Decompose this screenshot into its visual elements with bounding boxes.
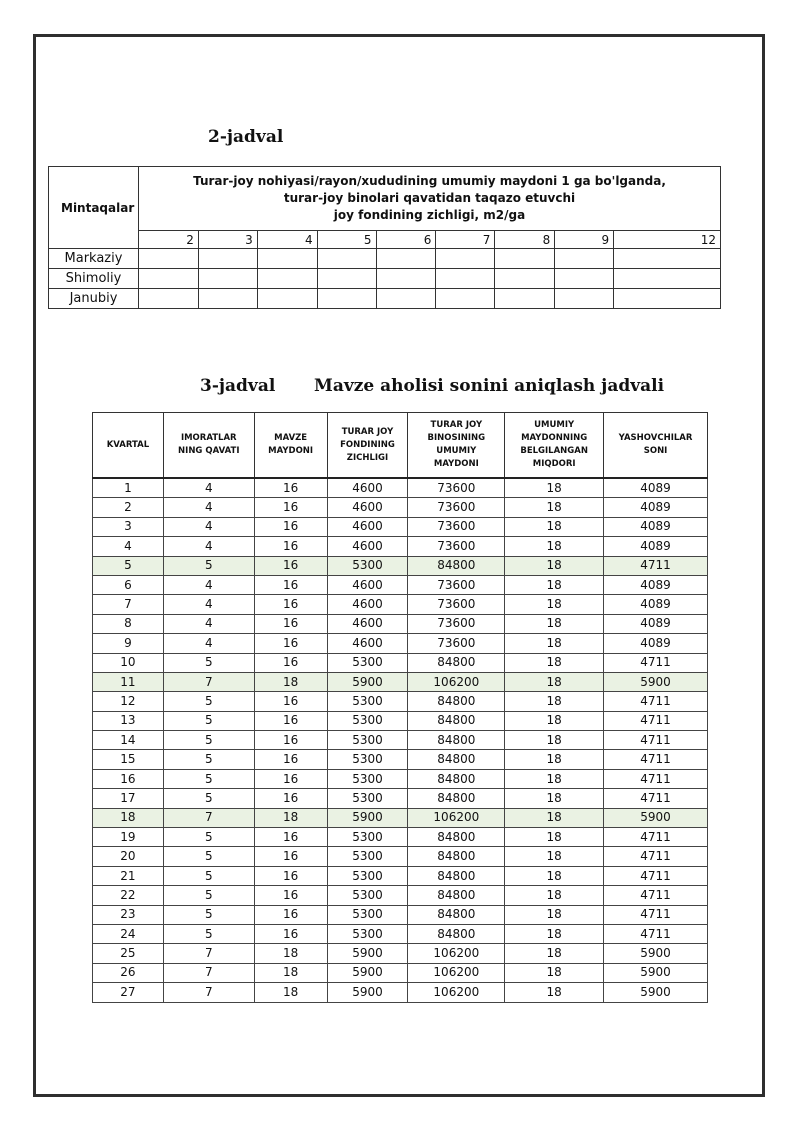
table2-main-header [138, 167, 720, 231]
table3-cell: 5 [163, 866, 254, 885]
table2-empty-cell [317, 269, 376, 289]
table3-cell: 8 [93, 614, 164, 633]
table3-header-line: YASHOVCHILAR [618, 433, 693, 443]
table3-cell: 7 [163, 944, 254, 963]
table2-empty-cell [376, 289, 436, 309]
table3-cell: 25 [93, 944, 164, 963]
table2-empty-cell [495, 249, 555, 269]
table3-row [93, 828, 708, 847]
table3-cell: 4711 [604, 692, 708, 711]
table3-cell: 84800 [408, 886, 505, 905]
table3-cell: 84800 [408, 711, 505, 730]
table2-empty-cell [436, 269, 495, 289]
table3-header-line: ZICHLIGI [346, 452, 389, 463]
table2-column-number: 9 [555, 231, 614, 249]
table3-cell: 16 [254, 478, 327, 498]
table3-cell: 16 [254, 575, 327, 594]
table3-column-header [408, 413, 505, 479]
table3-cell: 16 [254, 769, 327, 788]
table3-cell: 18 [505, 478, 604, 498]
table3-cell: 18 [505, 595, 604, 614]
table2-empty-cell [495, 269, 555, 289]
table3-cell: 84800 [408, 828, 505, 847]
table3 [92, 412, 708, 1003]
table3-cell: 18 [505, 731, 604, 750]
table3-cell: 5 [163, 847, 254, 866]
table3-row [93, 808, 708, 827]
table3-cell: 5300 [327, 556, 408, 575]
table3-cell: 5 [163, 556, 254, 575]
table3-cell: 7 [93, 595, 164, 614]
table3-cell: 5 [163, 886, 254, 905]
table3-cell: 6 [93, 575, 164, 594]
table3-row [93, 672, 708, 691]
table3-cell: 73600 [408, 498, 505, 517]
table3-cell: 4 [163, 478, 254, 498]
table3-cell: 84800 [408, 866, 505, 885]
table3-cell: 4711 [604, 750, 708, 769]
table3-cell: 4089 [604, 614, 708, 633]
table3-cell: 18 [505, 905, 604, 924]
table3-cell: 4 [163, 595, 254, 614]
table3-cell: 16 [93, 769, 164, 788]
table3-cell: 4711 [604, 905, 708, 924]
table2-column-number: 3 [198, 231, 257, 249]
table3-cell: 18 [505, 692, 604, 711]
table3-cell: 5 [163, 711, 254, 730]
table3-title: 3-jadval [200, 376, 276, 396]
table3-cell: 7 [163, 808, 254, 827]
table3-cell: 4 [163, 575, 254, 594]
table3-cell: 5900 [327, 808, 408, 827]
table3-header-row [93, 413, 708, 479]
table3-cell: 10 [93, 653, 164, 672]
table3-cell: 23 [93, 905, 164, 924]
table3-cell: 18 [254, 672, 327, 691]
table3-cell: 18 [505, 750, 604, 769]
table3-cell: 9 [93, 634, 164, 653]
table3-cell: 5300 [327, 653, 408, 672]
table3-cell: 15 [93, 750, 164, 769]
table2-column-number: 4 [257, 231, 317, 249]
table3-cell: 1 [93, 478, 164, 498]
table3-column-header [505, 413, 604, 479]
table3-cell: 16 [254, 653, 327, 672]
table2-empty-cell [317, 289, 376, 309]
table2-column-number: 7 [436, 231, 495, 249]
table3-cell: 16 [254, 750, 327, 769]
table3-caption: Mavze aholisi sonini aniqlash jadvali [314, 376, 665, 396]
table3-cell: 18 [254, 944, 327, 963]
table3-cell: 73600 [408, 537, 505, 556]
table3-cell: 106200 [408, 983, 505, 1002]
table2-column-number-row [49, 231, 721, 249]
table2-empty-cell [614, 249, 721, 269]
table3-row [93, 614, 708, 633]
table3-cell: 16 [254, 517, 327, 536]
table3-row [93, 750, 708, 769]
table2-region-cell: Janubiy [49, 289, 139, 309]
table3-header-line: MAVZE [274, 433, 308, 443]
table3-row [93, 478, 708, 498]
table3-cell: 5 [163, 828, 254, 847]
table3-cell: 18 [254, 963, 327, 982]
table3-cell: 16 [254, 634, 327, 653]
table3-row [93, 905, 708, 924]
table3-row [93, 634, 708, 653]
table3-header-line: MAYDONI [433, 459, 479, 469]
table3-cell: 13 [93, 711, 164, 730]
table2-empty-cell [198, 289, 257, 309]
table2-empty-cell [198, 249, 257, 269]
table2-empty-cell [376, 249, 436, 269]
table2-row [49, 269, 721, 289]
table2-empty-cell [138, 249, 198, 269]
table3-row [93, 498, 708, 517]
table2-empty-cell [614, 289, 721, 309]
table2-column-number: 5 [317, 231, 376, 249]
table3-cell: 4711 [604, 556, 708, 575]
table2-column-number: 6 [376, 231, 436, 249]
table3-cell: 18 [505, 556, 604, 575]
table3-cell: 4 [163, 537, 254, 556]
table2-row [49, 289, 721, 309]
table3-cell: 18 [505, 828, 604, 847]
table3-cell: 4711 [604, 886, 708, 905]
table3-cell: 16 [254, 866, 327, 885]
table3-cell: 106200 [408, 944, 505, 963]
table2-column-number: 8 [495, 231, 555, 249]
table2-empty-cell [495, 289, 555, 309]
table3-cell: 16 [254, 905, 327, 924]
table3-cell: 73600 [408, 478, 505, 498]
table3-cell: 5900 [327, 944, 408, 963]
table3-cell: 24 [93, 924, 164, 943]
table3-cell: 5900 [604, 944, 708, 963]
table3-cell: 7 [163, 983, 254, 1002]
table3-row [93, 556, 708, 575]
table3-cell: 16 [254, 828, 327, 847]
table2 [48, 166, 721, 309]
table3-cell: 18 [505, 866, 604, 885]
table3-cell: 14 [93, 731, 164, 750]
table3-column-header [604, 413, 708, 479]
table3-header-line: FONDINING [340, 439, 395, 450]
table3-cell: 5 [163, 769, 254, 788]
table3-cell: 16 [254, 847, 327, 866]
table3-cell: 4089 [604, 634, 708, 653]
table3-header-line: MAYDONNING [521, 433, 588, 443]
table3-header-line: NING QAVATI [178, 446, 240, 456]
table2-empty-cell [138, 269, 198, 289]
table3-cell: 4089 [604, 498, 708, 517]
table3-cell: 19 [93, 828, 164, 847]
table3-body [93, 478, 708, 1002]
table3-cell: 5300 [327, 828, 408, 847]
table3-cell: 84800 [408, 731, 505, 750]
table3-row [93, 789, 708, 808]
table3-row [93, 711, 708, 730]
table3-cell: 16 [254, 886, 327, 905]
table3-cell: 5900 [327, 963, 408, 982]
table3-header-line: TURAR JOY [341, 426, 394, 437]
table3-cell: 5 [163, 924, 254, 943]
table3-cell: 5300 [327, 924, 408, 943]
table3-cell: 18 [505, 847, 604, 866]
table3-cell: 4 [163, 498, 254, 517]
table3-cell: 7 [163, 963, 254, 982]
table3-cell: 73600 [408, 634, 505, 653]
table3-header-line: UMUMIY [436, 446, 477, 456]
table3-cell: 84800 [408, 653, 505, 672]
table3-cell: 18 [505, 498, 604, 517]
table3-row [93, 847, 708, 866]
table3-row [93, 886, 708, 905]
table3-cell: 4089 [604, 478, 708, 498]
table3-cell: 84800 [408, 556, 505, 575]
table3-cell: 5900 [327, 672, 408, 691]
table3-cell: 2 [93, 498, 164, 517]
table3-header-line: MAYDONI [268, 446, 314, 456]
table3-cell: 16 [254, 537, 327, 556]
table3-cell: 5300 [327, 750, 408, 769]
table3-cell: 4 [163, 614, 254, 633]
table2-empty-cell [376, 269, 436, 289]
table3-cell: 18 [505, 517, 604, 536]
table3-cell: 20 [93, 847, 164, 866]
table3-cell: 5300 [327, 905, 408, 924]
table3-cell: 5 [163, 789, 254, 808]
table3-cell: 18 [505, 614, 604, 633]
table3-cell: 18 [505, 924, 604, 943]
table3-column-header [163, 413, 254, 479]
table2-empty-cell [257, 269, 317, 289]
table3-cell: 18 [505, 886, 604, 905]
table3-cell: 5 [163, 905, 254, 924]
table3-cell: 18 [505, 983, 604, 1002]
table3-cell: 5900 [604, 672, 708, 691]
table3-cell: 5 [163, 731, 254, 750]
table3-cell: 18 [505, 963, 604, 982]
table2-empty-cell [436, 249, 495, 269]
table3-cell: 73600 [408, 595, 505, 614]
table3-cell: 18 [254, 808, 327, 827]
table3-cell: 7 [163, 672, 254, 691]
table3-cell: 5300 [327, 769, 408, 788]
table3-row [93, 866, 708, 885]
table3-cell: 73600 [408, 614, 505, 633]
table3-cell: 84800 [408, 692, 505, 711]
table3-column-header [93, 413, 164, 479]
table2-empty-cell [555, 249, 614, 269]
table3-cell: 5300 [327, 886, 408, 905]
table3-cell: 22 [93, 886, 164, 905]
table3-cell: 21 [93, 866, 164, 885]
table3-cell: 5 [163, 692, 254, 711]
table3-cell: 4 [93, 537, 164, 556]
table3-header-line: MIQDORI [532, 459, 576, 469]
table3-cell: 4600 [327, 537, 408, 556]
table3-header-line: SONI [643, 446, 668, 456]
table3-cell: 84800 [408, 789, 505, 808]
table3-cell: 106200 [408, 808, 505, 827]
table3-cell: 4600 [327, 517, 408, 536]
table2-column-number: 12 [614, 231, 721, 249]
table3-cell: 16 [254, 614, 327, 633]
table3-cell: 4600 [327, 498, 408, 517]
table3-cell: 84800 [408, 769, 505, 788]
table3-cell: 5900 [604, 963, 708, 982]
table3-header-line: TURAR JOY [430, 420, 483, 430]
table2-region-cell: Markaziy [49, 249, 139, 269]
table2-header-line: joy fondining zichligi, m2/ga [333, 208, 526, 222]
table3-header-line: IMORATLAR [180, 433, 237, 443]
table2-header-line: Turar-joy nohiyasi/rayon/xududining umumiy maydoni 1 ga bo'lganda, [193, 174, 666, 188]
table3-cell: 4711 [604, 924, 708, 943]
table2-empty-cell [198, 269, 257, 289]
table3-cell: 11 [93, 672, 164, 691]
table3-row [93, 731, 708, 750]
table3-cell: 4711 [604, 789, 708, 808]
table2-title: 2-jadval [208, 127, 284, 147]
table3-cell: 17 [93, 789, 164, 808]
table3-cell: 84800 [408, 924, 505, 943]
table3-cell: 5900 [327, 983, 408, 1002]
table3-cell: 4600 [327, 595, 408, 614]
table3-header-line: BINOSINING [427, 433, 486, 443]
table2-empty-cell [555, 289, 614, 309]
table3-cell: 18 [505, 769, 604, 788]
table3-row [93, 963, 708, 982]
table3-row [93, 924, 708, 943]
table3-cell: 84800 [408, 905, 505, 924]
table3-cell: 16 [254, 692, 327, 711]
table2-empty-cell [614, 269, 721, 289]
table3-cell: 4711 [604, 847, 708, 866]
table3-cell: 5300 [327, 692, 408, 711]
table2-empty-cell [257, 289, 317, 309]
table3-cell: 4600 [327, 634, 408, 653]
table3-cell: 5300 [327, 847, 408, 866]
table3-cell: 4 [163, 517, 254, 536]
table3-column-header [327, 413, 408, 479]
table3-cell: 4089 [604, 575, 708, 594]
table3-cell: 106200 [408, 672, 505, 691]
table3-cell: 4600 [327, 614, 408, 633]
table3-row [93, 692, 708, 711]
table3-row [93, 944, 708, 963]
table3-cell: 5300 [327, 711, 408, 730]
table3-cell: 18 [505, 672, 604, 691]
table3-cell: 5900 [604, 808, 708, 827]
table3-cell: 18 [93, 808, 164, 827]
table3-cell: 84800 [408, 750, 505, 769]
table3-cell: 73600 [408, 517, 505, 536]
table3-cell: 4 [163, 634, 254, 653]
table3-cell: 18 [505, 634, 604, 653]
table3-cell: 73600 [408, 575, 505, 594]
table3-cell: 4600 [327, 575, 408, 594]
table3-cell: 18 [505, 575, 604, 594]
table3-cell: 3 [93, 517, 164, 536]
table3-header-line: KVARTAL [106, 439, 150, 450]
table3-cell: 12 [93, 692, 164, 711]
table3-cell: 4711 [604, 731, 708, 750]
table3-row [93, 595, 708, 614]
table2-header-line: turar-joy binolari qavatidan taqazo etuvchi [283, 191, 576, 205]
table3-cell: 5 [93, 556, 164, 575]
table3-cell: 18 [505, 808, 604, 827]
table3-cell: 18 [505, 944, 604, 963]
table3-cell: 5300 [327, 789, 408, 808]
table3-cell: 84800 [408, 847, 505, 866]
table3-cell: 4600 [327, 478, 408, 498]
table3-cell: 4711 [604, 866, 708, 885]
table3-row [93, 983, 708, 1002]
table3-cell: 5300 [327, 731, 408, 750]
table3-cell: 4711 [604, 828, 708, 847]
table2-region-header: Mintaqalar [49, 167, 139, 249]
table3-header-line: BELGILANGAN [520, 446, 588, 456]
table3-cell: 4089 [604, 595, 708, 614]
table3-cell: 18 [505, 653, 604, 672]
table3-cell: 18 [505, 711, 604, 730]
table3-row [93, 537, 708, 556]
table2-empty-cell [317, 249, 376, 269]
table3-cell: 18 [505, 537, 604, 556]
table2-empty-cell [555, 269, 614, 289]
table3-cell: 4711 [604, 653, 708, 672]
table3-cell: 4089 [604, 537, 708, 556]
table3-cell: 18 [505, 789, 604, 808]
table3-cell: 5 [163, 653, 254, 672]
table3-row [93, 653, 708, 672]
table3-cell: 4089 [604, 517, 708, 536]
table3-cell: 5900 [604, 983, 708, 1002]
table2-empty-cell [138, 289, 198, 309]
table3-cell: 106200 [408, 963, 505, 982]
table3-cell: 5300 [327, 866, 408, 885]
table3-header-line: UMUMIY [534, 420, 575, 430]
table2-row [49, 249, 721, 269]
table3-cell: 16 [254, 556, 327, 575]
table3-cell: 5 [163, 750, 254, 769]
table2-empty-cell [257, 249, 317, 269]
table3-cell: 4711 [604, 769, 708, 788]
table3-row [93, 517, 708, 536]
table2-column-number: 2 [138, 231, 198, 249]
table3-cell: 4711 [604, 711, 708, 730]
table3-cell: 26 [93, 963, 164, 982]
table3-cell: 16 [254, 498, 327, 517]
table3-row [93, 575, 708, 594]
table3-cell: 16 [254, 595, 327, 614]
table3-cell: 16 [254, 731, 327, 750]
table3-cell: 18 [254, 983, 327, 1002]
table2-region-cell: Shimoliy [49, 269, 139, 289]
table3-cell: 27 [93, 983, 164, 1002]
table3-column-header [254, 413, 327, 479]
table2-empty-cell [436, 289, 495, 309]
table3-cell: 16 [254, 711, 327, 730]
table3-row [93, 769, 708, 788]
table3-cell: 16 [254, 924, 327, 943]
table3-cell: 16 [254, 789, 327, 808]
